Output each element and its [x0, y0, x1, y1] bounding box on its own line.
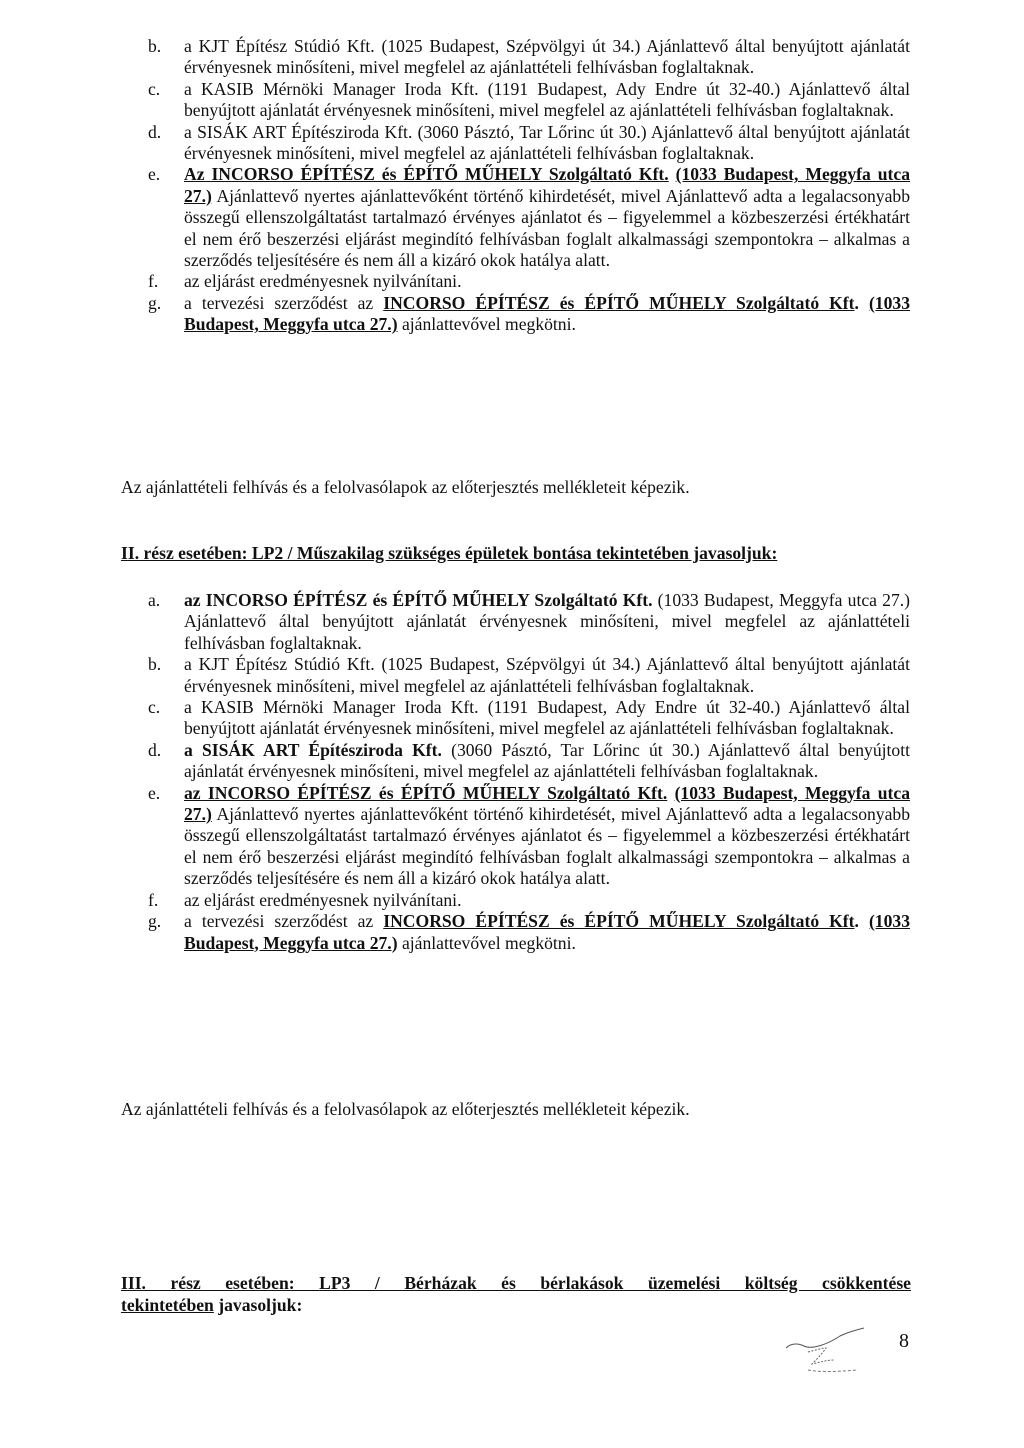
- part1-item-b: [148, 36, 910, 79]
- item-label: b.: [148, 654, 162, 675]
- item-text: a KJT Építész Stúdió Kft. (1025 Budapest, Szépvölgyi út 34.) Ajánlattevő által benyújtott ajánlatát érvényesnek minősíteni, mivel megfelel az ajánlattételi felhívásban foglaltaknak.: [184, 36, 910, 78]
- bidder-company: a SISÁK ART Építésziroda Kft.: [184, 739, 442, 760]
- item-label: g.: [148, 292, 162, 313]
- part2-item-a: [148, 590, 910, 654]
- part1-item-e: [148, 164, 910, 271]
- part1-item-d: [148, 122, 910, 165]
- item-text: ajánlattevővel megkötni.: [397, 314, 576, 335]
- item-text: a tervezési szerződést az: [184, 292, 384, 313]
- item-text: Ajánlattevő nyertes ajánlattevőként történő kihirdetését, mivel Ajánlattevő adta a legalacsonyabb összegű ellenszolgáltatást tartalmazó érvényes ajánlatot és – figyelemmel a közbeszerzési értékhatárt el nem érő beszerzési eljárást megindító felhívásban foglalt alkalmassági szempontokra – alkalmas a szerződés teljesítésére és nem áll a kizáró okok hatálya alatt.: [184, 804, 910, 889]
- item-label: e.: [148, 164, 161, 185]
- part1-item-g: [148, 293, 910, 336]
- part2-heading-text: II. rész esetében: LP2 / Műszakilag szükséges épületek bontása tekintetében javasoljuk:: [121, 543, 778, 563]
- item-text: a tervezési szerződést az: [184, 911, 384, 932]
- part3-heading-line1: [121, 1272, 911, 1294]
- part1-item-f: [148, 271, 910, 292]
- winner-address: (1033 Budapest, Meggyfa utca 27.): [184, 782, 910, 825]
- bidder-company: az INCORSO ÉPÍTÉSZ és ÉPÍTŐ MŰHELY Szolgáltató Kft.: [184, 590, 653, 610]
- winner-company: Az INCORSO ÉPÍTÉSZ és ÉPÍTŐ MŰHELY Szolgáltató Kft.: [184, 164, 669, 185]
- page-number: 8: [899, 1330, 909, 1352]
- contract-address: (1033 Budapest, Meggyfa utca 27.): [184, 292, 910, 335]
- part3-heading-rest: javasoljuk:: [213, 1295, 303, 1315]
- item-label: b.: [148, 36, 162, 56]
- winner-address: (1033 Budapest, Meggyfa utca 27.): [184, 164, 910, 206]
- part3-heading-line2: [121, 1294, 302, 1316]
- contract-company-dot: .: [854, 292, 859, 313]
- part2-heading: [121, 542, 777, 564]
- item-label: f.: [148, 889, 159, 910]
- part1-list: [148, 36, 910, 336]
- item-label: d.: [148, 739, 162, 760]
- item-label: a.: [148, 590, 161, 610]
- item-text: Ajánlattevő nyertes ajánlattevőként történő kihirdetését, mivel Ajánlattevő adta a legalacsonyabb összegű ellenszolgáltatást tartalmazó érvényes ajánlatot és – figyelemmel a közbeszerzési értékhatárt el nem érő beszerzési eljárást megindító felhívásban foglalt alkalmassági szempontokra – alkalmas a szerződés teljesítésére és nem áll a kizáró okok hatálya alatt.: [184, 185, 910, 271]
- item-label: c.: [148, 78, 161, 99]
- item-text: a KASIB Mérnöki Manager Iroda Kft. (1191 Budapest, Ady Endre út 32-40.) Ajánlattevő által benyújtott ajánlatát érvényesnek minősíteni, mivel megfelel az ajánlattételi felhívásban foglaltaknak.: [184, 697, 910, 739]
- item-text: a SISÁK ART Építésziroda Kft. (3060 Pásztó, Tar Lőrinc út 30.) Ajánlattevő által benyújtott ajánlatát érvényesnek minősíteni, mivel megfelel az ajánlattételi felhívásban foglaltaknak.: [184, 121, 910, 164]
- part2-item-g: [148, 911, 910, 954]
- part2-item-c: [148, 697, 910, 740]
- item-text: az eljárást eredményesnek nyilvánítani.: [184, 271, 462, 292]
- contract-address: (1033 Budapest, Meggyfa utca 27.): [184, 911, 910, 953]
- part2-item-e: [148, 783, 910, 890]
- item-label: e.: [148, 782, 161, 803]
- item-label: c.: [148, 697, 161, 718]
- part2-list: [148, 590, 910, 954]
- contract-company-dot: .: [854, 911, 859, 932]
- item-text: az eljárást eredményesnek nyilvánítani.: [184, 889, 462, 910]
- signature-initials: [778, 1326, 868, 1378]
- item-text: (3060 Pásztó, Tar Lőrinc út 30.) Ajánlattevő által benyújtott ajánlatát érvényesnek minősíteni, mivel megfelel az ajánlattételi felhívásban foglaltaknak.: [184, 739, 910, 782]
- part2-item-f: [148, 890, 910, 911]
- part1-item-c: [148, 79, 910, 122]
- part2-item-d: [148, 740, 910, 783]
- winner-company: az INCORSO ÉPÍTÉSZ és ÉPÍTŐ MŰHELY Szolgáltató Kft.: [184, 782, 668, 803]
- part3-heading-text: III. rész esetében: LP3 / Bérházak és bérlakások üzemelési költség csökkentése: [121, 1273, 911, 1293]
- item-text: ajánlattevővel megkötni.: [397, 932, 576, 953]
- item-text: (1033 Budapest, Meggyfa utca 27.) Ajánlattevő által benyújtott ajánlatát érvényesnek minősíteni, mivel megfelel az ajánlattételi felhívásban foglaltaknak.: [184, 590, 910, 653]
- item-label: d.: [148, 121, 162, 142]
- item-text: a KASIB Mérnöki Manager Iroda Kft. (1191 Budapest, Ady Endre út 32-40.) Ajánlattevő által benyújtott ajánlatát érvényesnek minősíteni, mivel megfelel az ajánlattételi felhívásban foglaltaknak.: [184, 78, 910, 121]
- part3-heading-underlined: tekintetében: [121, 1295, 214, 1315]
- part2-closing: Az ajánlattételi felhívás és a felolvasólapok az előterjesztés mellékleteit képezik.: [121, 1099, 690, 1119]
- item-label: f.: [148, 271, 159, 292]
- item-text: a KJT Építész Stúdió Kft. (1025 Budapest, Szépvölgyi út 34.) Ajánlattevő által benyújtott ajánlatát érvényesnek minősíteni, mivel megfelel az ajánlattételi felhívásban foglaltaknak.: [184, 654, 910, 696]
- contract-company: INCORSO ÉPÍTÉSZ és ÉPÍTŐ MŰHELY Szolgáltató Kft: [383, 292, 855, 313]
- item-label: g.: [148, 911, 162, 932]
- part1-closing: Az ajánlattételi felhívás és a felolvasólapok az előterjesztés mellékleteit képezik.: [121, 477, 690, 497]
- part2-item-b: [148, 654, 910, 697]
- contract-company: INCORSO ÉPÍTÉSZ és ÉPÍTŐ MŰHELY Szolgáltató Kft: [383, 911, 855, 932]
